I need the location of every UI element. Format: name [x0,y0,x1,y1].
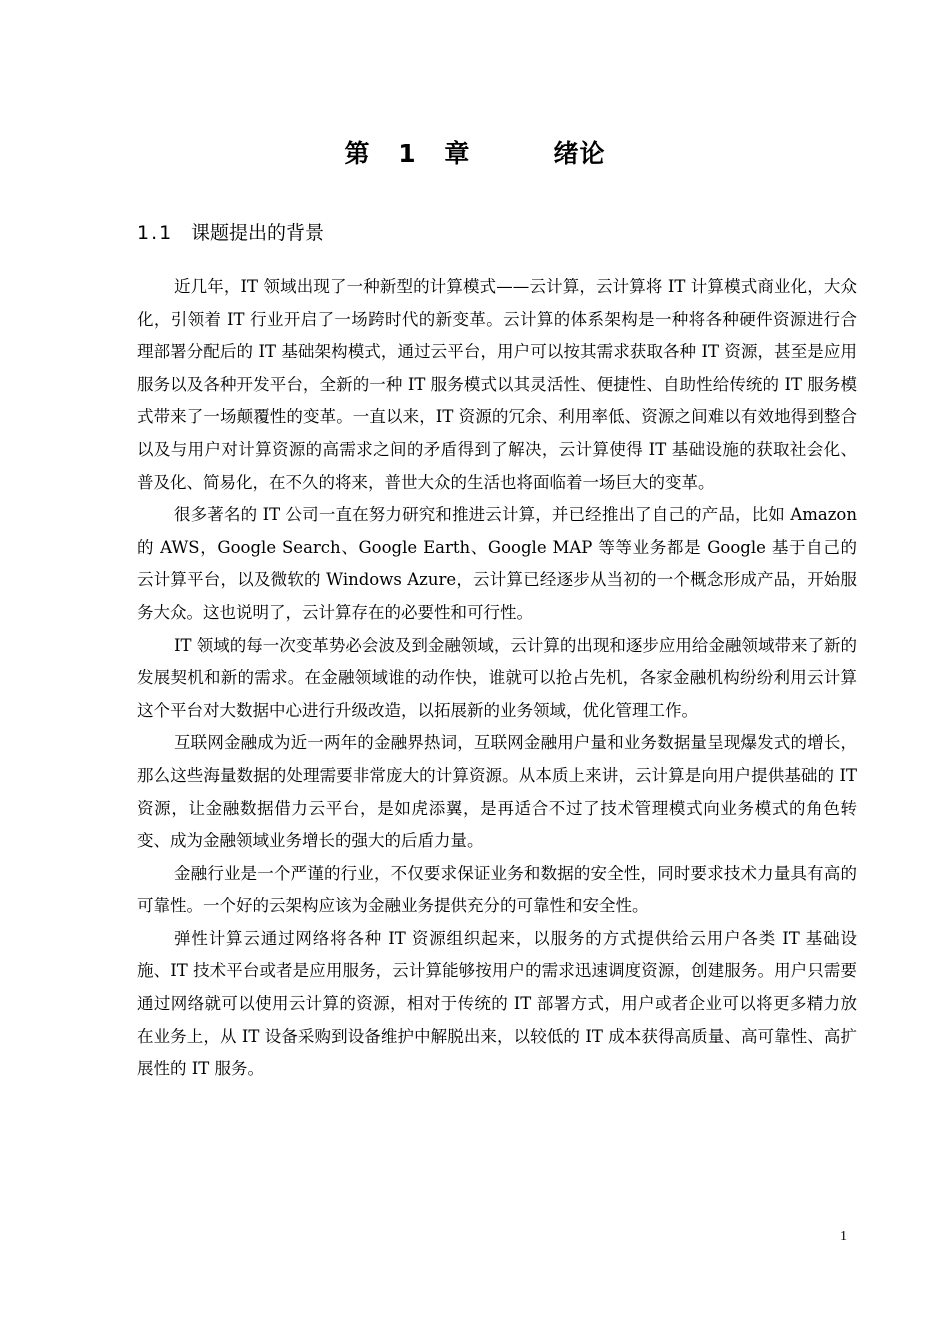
section-heading [137,218,324,245]
paragraph: 近几年，IT 领域出现了一种新型的计算模式——云计算，云计算将 IT 计算模式商业化，大众化，引领着 IT 行业开启了一场跨时代的新变革。云计算的体系架构是一种将各种硬件资源进行合理部署分配后的 IT 基础架构模式，通过云平台，用户可以按其需求获取各种 IT 资源，甚至是应用服务以及各种开发平台，全新的一种 IT 服务模式以其灵活性、便捷性、自助性给传统的 IT 服务模式带来了一场颠覆性的变革。一直以来，IT 资源的冗余、利用率低、资源之间难以有效地得到整合以及与用户对计算资源的高需求之间的矛盾得到了解决，云计算使得 IT 基础设施的获取社会化、普及化、简易化，在不久的将来，普世大众的生活也将面临着一场巨大的变革。 [137,277,857,492]
paragraph: 弹性计算云通过网络将各种 IT 资源组织起来，以服务的方式提供给云用户各类 IT 基础设施、IT 技术平台或者是应用服务，云计算能够按用户的需求迅速调度资源，创建服务。用户只需要通过网络就可以使用云计算的资源，相对于传统的 IT 部署方式，用户或者企业可以将更多精力放在业务上，从 IT 设备采购到设备维护中解脱出来，以较低的 IT 成本获得高质量、高可靠性、高扩展性的 IT 服务。 [137,928,857,1079]
paragraph: 互联网金融成为近一两年的金融界热词，互联网金融用户量和业务数据量呈现爆发式的增长，那么这些海量数据的处理需要非常庞大的计算资源。从本质上来讲，云计算是向用户提供基础的 IT 资源，让金融数据借力云平台，是如虎添翼，是再适合不过了技术管理模式向业务模式的角色转变、成为金融领域业务增长的强大的后盾力量。 [137,733,857,851]
paragraph: 很多著名的 IT 公司一直在努力研究和推进云计算，并已经推出了自己的产品，比如 Amazon 的 AWS，Google Search、Google Earth、Google MAP 等等业务都是 Google 基于自己的云计算平台，以及微软的 Windows Azure，云计算已经逐步从当初的一个概念形成产品，开始服务大众。这也说明了，云计算存在的必要性和可行性。 [137,505,857,622]
paragraph: IT 领域的每一次变革势必会波及到金融领域，云计算的出现和逐步应用给金融领域带来了新的发展契机和新的需求。在金融领域谁的动作快，谁就可以抢占先机，各家金融机构纷纷利用云计算这个平台对大数据中心进行升级改造，以拓展新的业务领域，优化管理工作。 [137,635,857,720]
section-number: 1.1 [137,222,174,244]
paragraph: 金融行业是一个严谨的行业，不仅要求保证业务和数据的安全性，同时要求技术力量具有高的可靠性。一个好的云架构应该为金融业务提供充分的可靠性和安全性。 [137,863,857,916]
page-number: 1 [840,1229,847,1244]
chapter-title: 第 1 章 绪论 [344,139,606,168]
section-title: 课题提出的背景 [191,222,325,244]
body-text [137,271,857,1086]
